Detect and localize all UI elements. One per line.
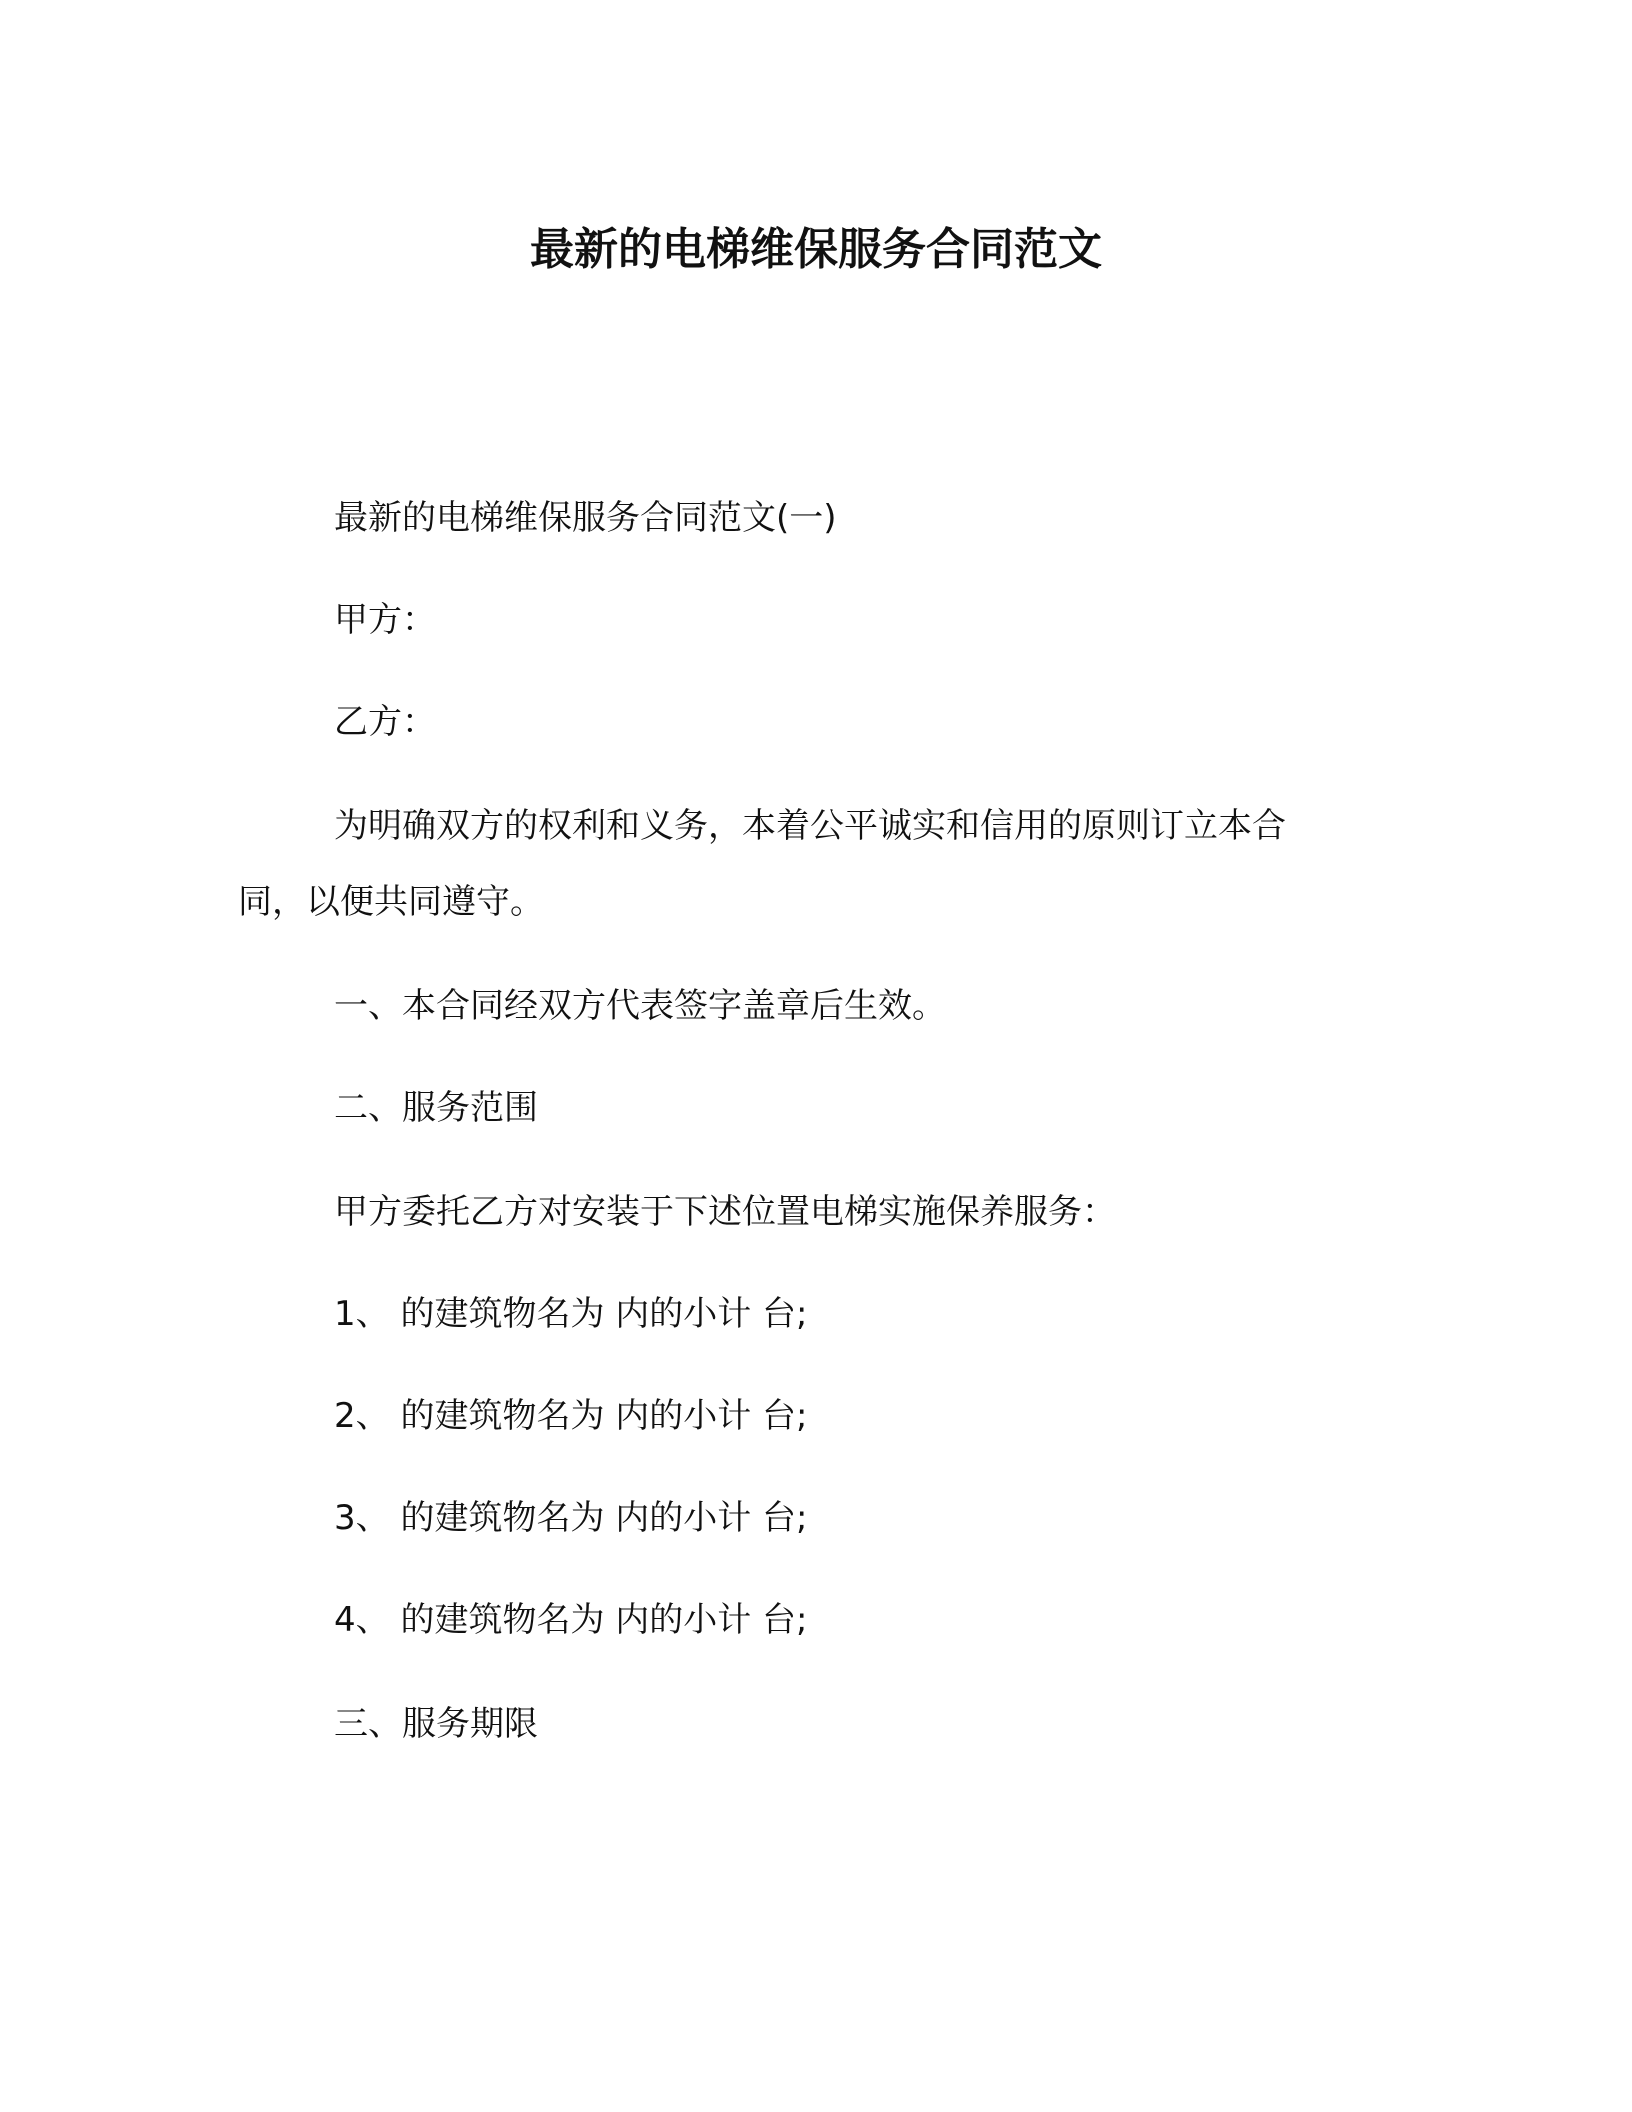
party-b-label: 乙方： (334, 702, 436, 742)
clause-three-heading: 三、服务期限 (334, 1704, 538, 1744)
service-scope-text: 甲方委托乙方对安装于下述位置电梯实施保养服务： (334, 1192, 1116, 1232)
clause-two-heading: 二、服务范围 (334, 1088, 538, 1128)
party-a-label: 甲方： (334, 600, 436, 640)
section-heading: 最新的电梯维保服务合同范文(一) (334, 498, 837, 538)
list-item: 2、 的建筑物名为 内的小计 台; (334, 1396, 808, 1436)
document-title: 最新的电梯维保服务合同范文 (530, 224, 1102, 275)
intro-paragraph-line-1: 为明确双方的权利和义务，本着公平诚实和信用的原则订立本合 (334, 806, 1286, 846)
intro-paragraph-line-2: 同，以便共同遵守。 (238, 882, 544, 922)
list-item: 3、 的建筑物名为 内的小计 台; (334, 1498, 808, 1538)
list-item: 1、 的建筑物名为 内的小计 台; (334, 1294, 808, 1334)
list-item: 4、 的建筑物名为 内的小计 台; (334, 1600, 808, 1640)
clause-one: 一、本合同经双方代表签字盖章后生效。 (334, 986, 946, 1026)
